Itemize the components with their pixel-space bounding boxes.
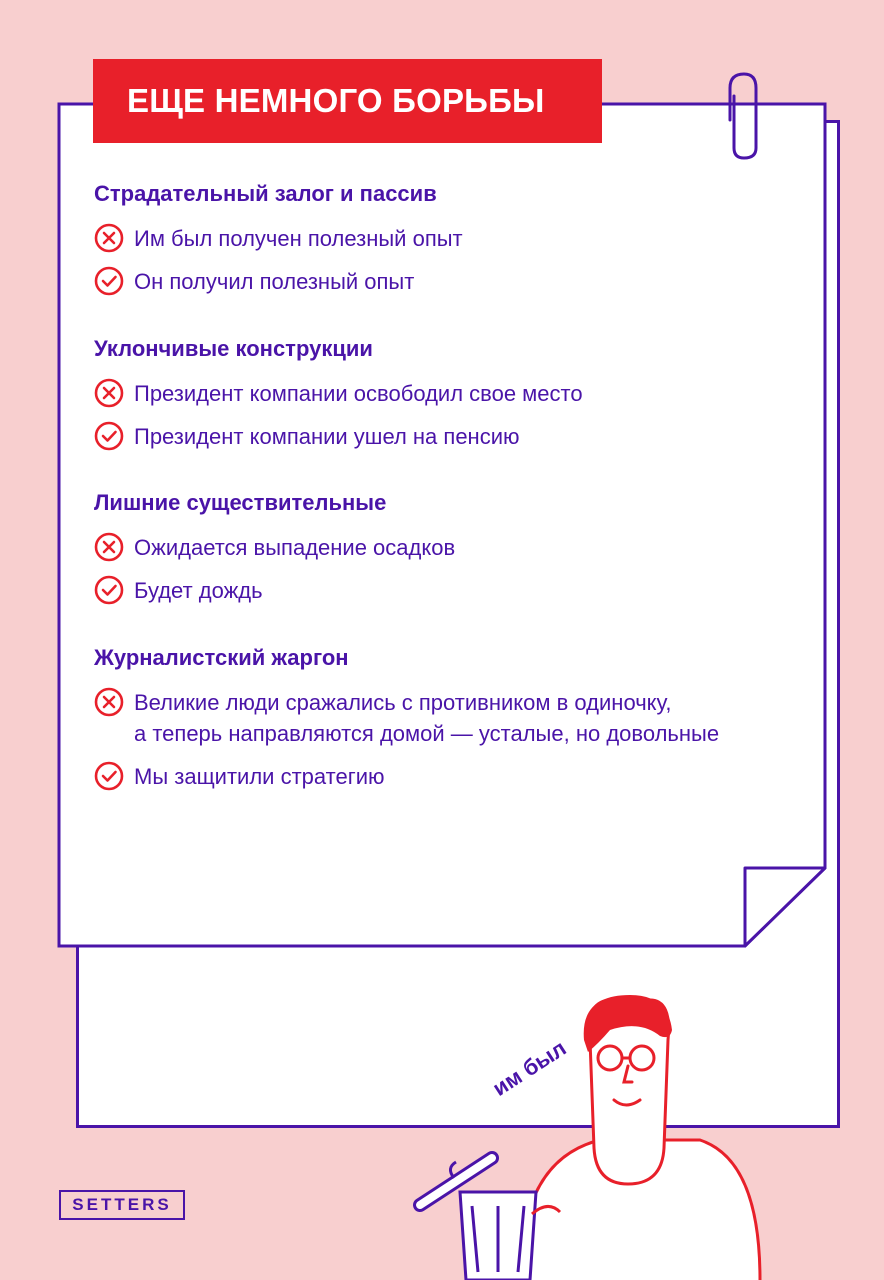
example-text: Он получил полезный опыт	[134, 269, 415, 294]
right-example	[94, 421, 583, 452]
example-text: Президент компании ушел на пенсию	[134, 424, 520, 449]
right-example	[94, 761, 719, 792]
example-text: Президент компании освободил свое место	[134, 381, 583, 406]
section-title: Лишние существительные	[94, 490, 387, 515]
illustration-label: им был	[488, 1035, 571, 1101]
setters-logo: SETTERS	[59, 1190, 185, 1220]
section-passive-voice	[94, 181, 463, 309]
right-example	[94, 575, 455, 606]
section-title: Уклончивые конструкции	[94, 336, 373, 361]
check-circle-icon	[94, 266, 124, 296]
section-title: Журналистский жаргон	[94, 645, 349, 670]
wrong-example	[94, 378, 583, 409]
example-text	[134, 687, 719, 749]
wrong-example	[94, 687, 719, 749]
cross-circle-icon	[94, 223, 124, 253]
example-text: Ожидается выпадение осадков	[134, 535, 456, 560]
example-text: Будет дождь	[134, 578, 263, 603]
wrong-example	[94, 532, 455, 563]
example-text: Мы защитили стратегию	[134, 764, 385, 789]
check-circle-icon	[94, 575, 124, 605]
section-title: Страдательный залог и пассив	[94, 181, 437, 206]
wrong-example	[94, 223, 463, 254]
section-extra-nouns	[94, 490, 455, 618]
right-example	[94, 266, 463, 297]
section-journalistic-jargon	[94, 645, 719, 804]
cross-circle-icon	[94, 687, 124, 717]
cross-circle-icon	[94, 532, 124, 562]
example-text: Им был получен полезный опыт	[134, 226, 463, 251]
section-evasive-constructions	[94, 336, 583, 464]
check-circle-icon	[94, 421, 124, 451]
cross-circle-icon	[94, 378, 124, 408]
example-line: Великие люди сражались с противником в одиночку,	[134, 690, 672, 715]
page-title: ЕЩЕ НЕМНОГО БОРЬБЫ	[93, 59, 602, 143]
example-line: а теперь направляются домой — усталые, но довольные	[134, 721, 720, 746]
check-circle-icon	[94, 761, 124, 791]
